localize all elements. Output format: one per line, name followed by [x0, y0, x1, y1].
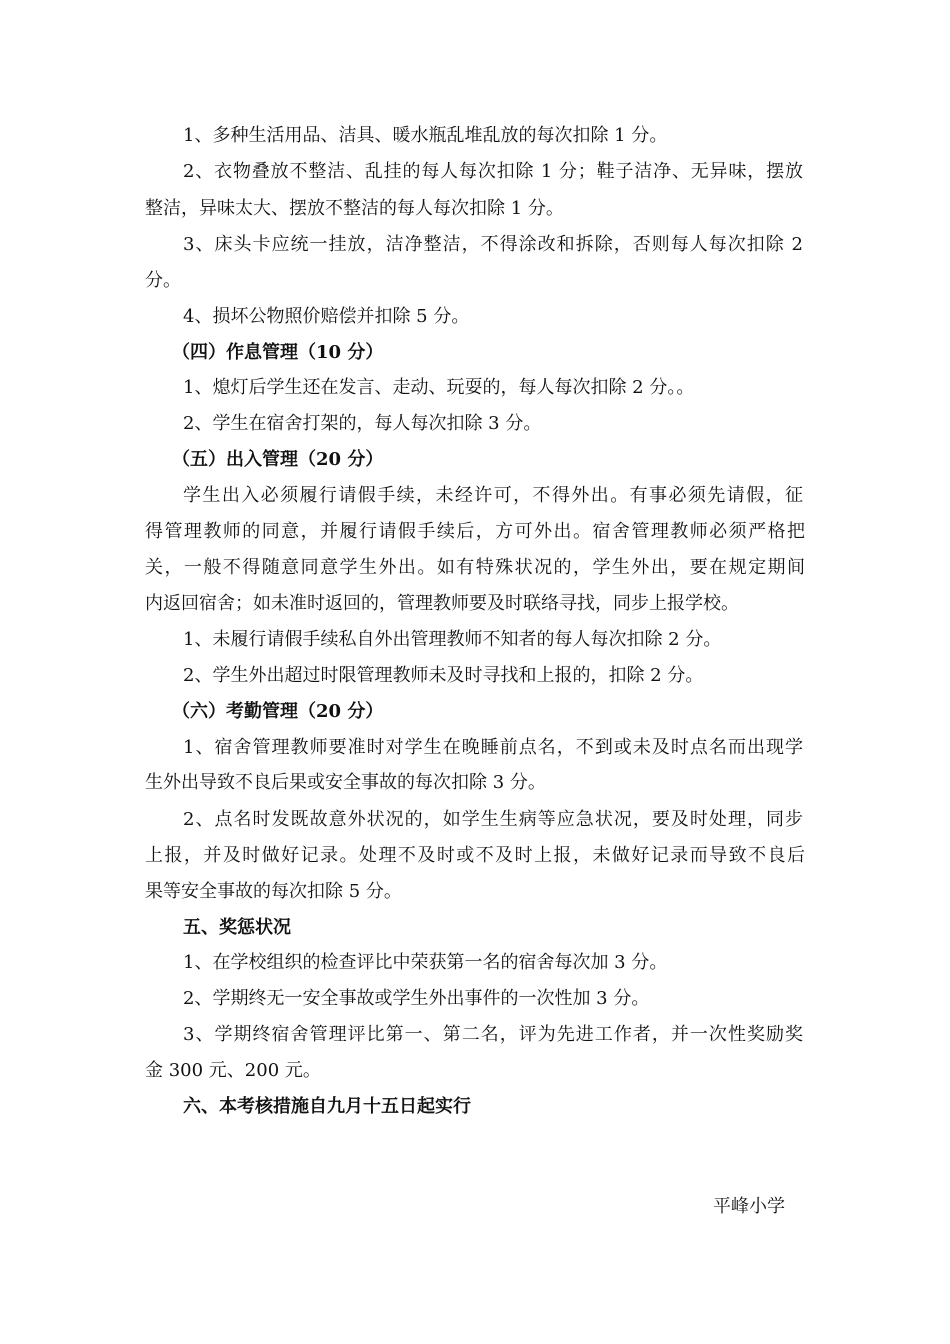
signature-school-name: 平峰小学 — [713, 1196, 785, 1217]
section-heading: （六）考勤管理（20 分） — [172, 701, 384, 722]
paragraph-line: 3、学期终宿舍管理评比第一、第二名，评为先进工作者，并一次性奖励奖 — [183, 1024, 803, 1045]
paragraph-line: 1、宿舍管理教师要准时对学生在晚睡前点名，不到或未及时点名而出现学 — [183, 737, 803, 758]
paragraph-line: 1、未履行请假手续私自外出管理教师不知者的每人每次扣除 2 分。 — [183, 629, 722, 650]
paragraph-line: 果等安全事故的每次扣除 5 分。 — [145, 881, 402, 902]
paragraph-line: 学生出入必须履行请假手续，未经许可，不得外出。有事必须先请假，征 — [183, 485, 803, 506]
paragraph-line: 2、衣物叠放不整洁、乱挂的每人每次扣除 1 分；鞋子洁净、无异味，摆放 — [183, 161, 803, 182]
paragraph-line: 生外出导致不良后果或安全事故的每次扣除 3 分。 — [145, 772, 546, 793]
paragraph-line: 1、多种生活用品、洁具、暖水瓶乱堆乱放的每次扣除 1 分。 — [183, 125, 668, 146]
section-heading: 六、本考核措施自九月十五日起实行 — [183, 1096, 471, 1117]
paragraph-line: 金 300 元、200 元。 — [145, 1060, 321, 1081]
paragraph-line: 2、学生在宿舍打架的，每人每次扣除 3 分。 — [183, 413, 542, 434]
paragraph-line: 上报，并及时做好记录。处理不及时或不及时上报，未做好记录而导致不良后 — [145, 845, 805, 866]
section-heading: 五、奖惩状况 — [183, 917, 291, 938]
paragraph-line: 4、损坏公物照价赔偿并扣除 5 分。 — [183, 306, 470, 327]
paragraph-line: 得管理教师的同意，并履行请假手续后，方可外出。宿舍管理教师必须严格把 — [145, 521, 805, 542]
paragraph-line: 2、学期终无一安全事故或学生外出事件的一次性加 3 分。 — [183, 988, 650, 1009]
paragraph-line: 关，一般不得随意同意学生外出。如有特殊状况的，学生外出，要在规定期间 — [145, 557, 805, 578]
paragraph-line: 2、点名时发既故意外状况的，如学生生病等应急状况，要及时处理，同步 — [183, 809, 803, 830]
paragraph-line: 整洁，异味太大、摆放不整洁的每人每次扣除 1 分。 — [145, 198, 564, 219]
paragraph-line: 3、床头卡应统一挂放，洁净整洁，不得涂改和拆除，否则每人每次扣除 2 — [183, 234, 803, 255]
paragraph-line: 1、熄灯后学生还在发言、走动、玩耍的，每人每次扣除 2 分。。 — [183, 377, 695, 398]
section-heading: （五）出入管理（20 分） — [172, 449, 384, 470]
paragraph-line: 分。 — [145, 270, 181, 291]
paragraph-line: 2、学生外出超过时限管理教师未及时寻找和上报的，扣除 2 分。 — [183, 665, 704, 686]
paragraph-line: 内返回宿舍；如未准时返回的，管理教师要及时联络寻找，同步上报学校。 — [145, 593, 739, 614]
paragraph-line: 1、在学校组织的检查评比中荣获第一名的宿舍每次加 3 分。 — [183, 952, 668, 973]
section-heading: （四）作息管理（10 分） — [172, 342, 384, 363]
